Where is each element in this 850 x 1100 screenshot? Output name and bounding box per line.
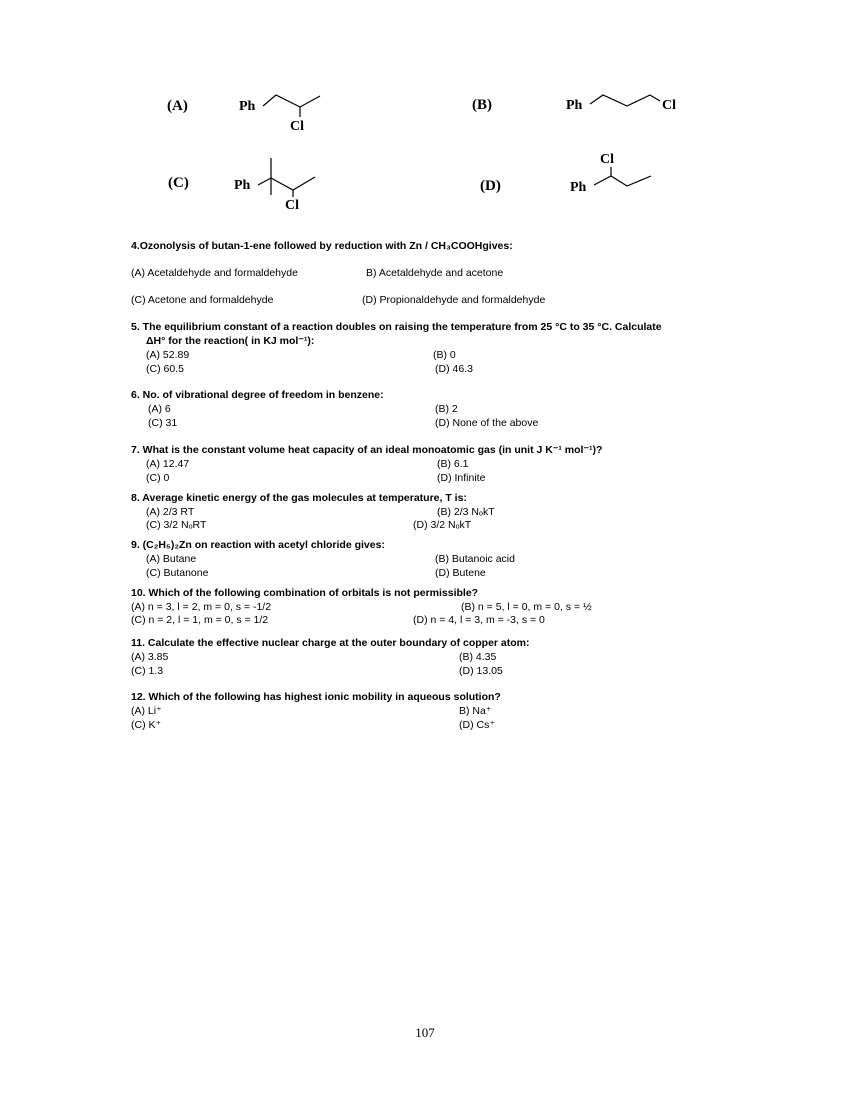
- q5-question-line1: 5. The equilibrium constant of a reaction doubles on raising the temperature from 25 °C to 35 °C. Calculate: [131, 321, 662, 333]
- q7-question: 7. What is the constant volume heat capacity of an ideal monoatomic gas (in unit J K⁻¹ mol⁻¹)?: [131, 444, 603, 456]
- page-number: 107: [415, 1025, 435, 1040]
- q6-question: 6. No. of vibrational degree of freedom in benzene:: [131, 389, 384, 401]
- q8-option-c: (C) 3/2 NₒRT: [146, 519, 207, 531]
- q8-option-a: (A) 2/3 RT: [146, 506, 195, 518]
- q11-option-c: (C) 1.3: [131, 665, 164, 677]
- structure-b-label: (B): [472, 97, 492, 113]
- q9-option-d: (D) Butene: [435, 567, 486, 579]
- q8-question: 8. Average kinetic energy of the gas molecules at temperature, T is:: [131, 492, 467, 504]
- structure-c-ph: Ph: [234, 178, 251, 193]
- q9-option-a: (A) Butane: [146, 553, 197, 565]
- q6-option-d: (D) None of the above: [435, 417, 539, 429]
- structure-b-cl: Cl: [662, 98, 676, 113]
- q11-question: 11. Calculate the effective nuclear charge at the outer boundary of copper atom:: [131, 637, 530, 649]
- structure-c-drawing: [225, 150, 335, 215]
- q12-option-b: B) Na⁺: [459, 705, 492, 717]
- q7-option-b: (B) 6.1: [437, 458, 469, 470]
- structure-a-drawing: [230, 85, 340, 135]
- q12-option-d: (D) Cs⁺: [459, 719, 495, 731]
- structure-d-label: (D): [480, 178, 501, 194]
- q5-option-a: (A) 52.89: [146, 349, 190, 361]
- q9-question: 9. (C₂H₅)₂Zn on reaction with acetyl chloride gives:: [131, 539, 385, 551]
- structure-d-drawing: [565, 148, 665, 198]
- q7-option-d: (D) Infinite: [437, 472, 486, 484]
- structure-a-ph: Ph: [239, 99, 256, 114]
- structure-b-drawing: [560, 85, 690, 115]
- q10-question: 10. Which of the following combination of orbitals is not permissible?: [131, 587, 479, 599]
- q10-option-c: (C) n = 2, l = 1, m = 0, s = 1/2: [131, 614, 269, 626]
- q8-option-d: (D) 3/2 NₒkT: [413, 519, 472, 531]
- q12-option-c: (C) K⁺: [131, 719, 162, 731]
- q5-question-line2: ΔH° for the reaction( in KJ mol⁻¹):: [146, 335, 315, 347]
- structure-b-ph: Ph: [566, 98, 583, 113]
- structure-d-ph: Ph: [570, 180, 587, 195]
- structure-c-cl: Cl: [285, 198, 299, 213]
- q10-option-b: (B) n = 5, l = 0, m = 0, s = ½: [461, 601, 592, 613]
- q7-option-c: (C) 0: [146, 472, 170, 484]
- q5-option-c: (C) 60.5: [146, 363, 184, 375]
- q4-option-b: B) Acetaldehyde and acetone: [366, 267, 504, 279]
- q4-option-d: (D) Propionaldehyde and formaldehyde: [362, 294, 546, 306]
- q4-question: 4.Ozonolysis of butan-1-ene followed by reduction with Zn / CH₃COOHgives:: [131, 240, 513, 252]
- q5-option-d: (D) 46.3: [435, 363, 473, 375]
- q12-option-a: (A) Li⁺: [131, 705, 162, 717]
- structure-c-label: (C): [168, 175, 189, 191]
- q4-option-a: (A) Acetaldehyde and formaldehyde: [131, 267, 298, 279]
- q6-option-a: (A) 6: [148, 403, 171, 415]
- structure-a-label: (A): [167, 98, 188, 114]
- q11-option-a: (A) 3.85: [131, 651, 169, 663]
- q12-question: 12. Which of the following has highest ionic mobility in aqueous solution?: [131, 691, 501, 703]
- structure-d-cl: Cl: [600, 152, 614, 167]
- q8-option-b: (B) 2/3 NₒkT: [437, 506, 495, 518]
- q4-option-c: (C) Acetone and formaldehyde: [131, 294, 274, 306]
- q5-option-b: (B) 0: [433, 349, 456, 361]
- q9-option-c: (C) Butanone: [146, 567, 209, 579]
- q11-option-b: (B) 4.35: [459, 651, 497, 663]
- structure-a-cl: Cl: [290, 119, 304, 134]
- q10-option-d: (D) n = 4, l = 3, m = -3, s = 0: [413, 614, 545, 626]
- q10-option-a: (A) n = 3, l = 2, m = 0, s = -1/2: [131, 601, 272, 613]
- q6-option-c: (C) 31: [148, 417, 178, 429]
- q7-option-a: (A) 12.47: [146, 458, 190, 470]
- q11-option-d: (D) 13.05: [459, 665, 503, 677]
- q9-option-b: (B) Butanoic acid: [435, 553, 515, 565]
- q6-option-b: (B) 2: [435, 403, 458, 415]
